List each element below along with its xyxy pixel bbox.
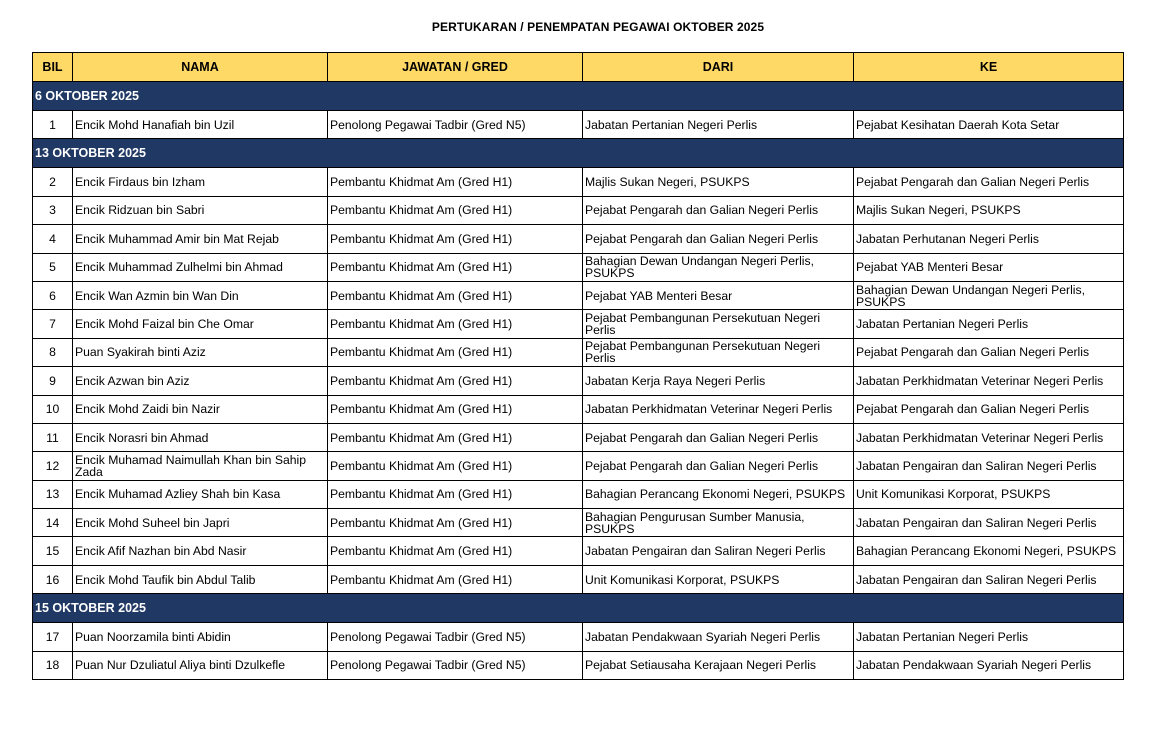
table-row: [33, 509, 1124, 537]
table-row: [33, 452, 1124, 480]
cell-jawatan: Pembantu Khidmat Am (Gred H1): [328, 480, 583, 508]
cell-nama: Encik Muhamad Naimullah Khan bin Sahip Zada: [73, 452, 328, 480]
cell-jawatan: Penolong Pegawai Tadbir (Gred N5): [328, 651, 583, 679]
cell-jawatan: Pembantu Khidmat Am (Gred H1): [328, 565, 583, 593]
cell-ke: Bahagian Perancang Ekonomi Negeri, PSUKPS: [854, 537, 1124, 565]
cell-ke: Bahagian Dewan Undangan Negeri Perlis, PSUKPS: [854, 281, 1124, 309]
cell-ke: Pejabat Pengarah dan Galian Negeri Perlis: [854, 395, 1124, 423]
cell-bil: 9: [33, 367, 73, 395]
cell-bil: 16: [33, 565, 73, 593]
cell-ke: Jabatan Pendakwaan Syariah Negeri Perlis: [854, 651, 1124, 679]
cell-nama: Encik Wan Azmin bin Wan Din: [73, 281, 328, 309]
cell-ke: Jabatan Pengairan dan Saliran Negeri Perlis: [854, 509, 1124, 537]
page-title: PERTUKARAN / PENEMPATAN PEGAWAI OKTOBER 2025: [431, 20, 765, 34]
cell-ke: Jabatan Perkhidmatan Veterinar Negeri Perlis: [854, 367, 1124, 395]
cell-dari: Jabatan Kerja Raya Negeri Perlis: [583, 367, 854, 395]
cell-jawatan: Pembantu Khidmat Am (Gred H1): [328, 168, 583, 196]
cell-ke: Jabatan Perhutanan Negeri Perlis: [854, 225, 1124, 253]
cell-ke: Pejabat Kesihatan Daerah Kota Setar: [854, 111, 1124, 139]
cell-bil: 17: [33, 623, 73, 651]
cell-ke: Pejabat YAB Menteri Besar: [854, 253, 1124, 281]
cell-bil: 10: [33, 395, 73, 423]
table-header-row: [33, 53, 1124, 82]
cell-dari: Unit Komunikasi Korporat, PSUKPS: [583, 565, 854, 593]
cell-bil: 12: [33, 452, 73, 480]
cell-nama: Encik Mohd Faizal bin Che Omar: [73, 310, 328, 338]
section-date-label: 15 OKTOBER 2025: [33, 594, 1124, 623]
table-row: [33, 196, 1124, 224]
cell-ke: Unit Komunikasi Korporat, PSUKPS: [854, 480, 1124, 508]
cell-ke: Jabatan Pengairan dan Saliran Negeri Perlis: [854, 452, 1124, 480]
cell-nama: Encik Azwan bin Aziz: [73, 367, 328, 395]
table-row: [33, 253, 1124, 281]
cell-nama: Encik Mohd Zaidi bin Nazir: [73, 395, 328, 423]
cell-bil: 7: [33, 310, 73, 338]
cell-jawatan: Pembantu Khidmat Am (Gred H1): [328, 225, 583, 253]
table-row: [33, 367, 1124, 395]
cell-dari: Majlis Sukan Negeri, PSUKPS: [583, 168, 854, 196]
cell-nama: Puan Noorzamila binti Abidin: [73, 623, 328, 651]
header-nama: NAMA: [73, 53, 328, 82]
cell-ke: Jabatan Pertanian Negeri Perlis: [854, 623, 1124, 651]
cell-nama: Encik Ridzuan bin Sabri: [73, 196, 328, 224]
cell-nama: Encik Muhamad Azliey Shah bin Kasa: [73, 480, 328, 508]
transfer-table: [32, 52, 1124, 680]
section-row: [33, 139, 1124, 168]
cell-jawatan: Pembantu Khidmat Am (Gred H1): [328, 281, 583, 309]
cell-nama: Encik Mohd Taufik bin Abdul Talib: [73, 565, 328, 593]
cell-jawatan: Pembantu Khidmat Am (Gred H1): [328, 253, 583, 281]
cell-bil: 5: [33, 253, 73, 281]
table-row: [33, 395, 1124, 423]
cell-nama: Encik Muhammad Amir bin Mat Rejab: [73, 225, 328, 253]
cell-jawatan: Pembantu Khidmat Am (Gred H1): [328, 367, 583, 395]
table-body: [33, 82, 1124, 680]
cell-nama: Encik Mohd Suheel bin Japri: [73, 509, 328, 537]
cell-dari: Bahagian Dewan Undangan Negeri Perlis, PSUKPS: [583, 253, 854, 281]
cell-ke: Jabatan Pertanian Negeri Perlis: [854, 310, 1124, 338]
cell-jawatan: Penolong Pegawai Tadbir (Gred N5): [328, 111, 583, 139]
cell-nama: Encik Afif Nazhan bin Abd Nasir: [73, 537, 328, 565]
cell-jawatan: Pembantu Khidmat Am (Gred H1): [328, 338, 583, 366]
table-row: [33, 480, 1124, 508]
table-row: [33, 338, 1124, 366]
cell-dari: Pejabat YAB Menteri Besar: [583, 281, 854, 309]
cell-jawatan: Pembantu Khidmat Am (Gred H1): [328, 452, 583, 480]
cell-bil: 8: [33, 338, 73, 366]
table-row: [33, 111, 1124, 139]
cell-dari: Pejabat Pembangunan Persekutuan Negeri Perlis: [583, 310, 854, 338]
cell-ke: Pejabat Pengarah dan Galian Negeri Perlis: [854, 338, 1124, 366]
cell-dari: Jabatan Pertanian Negeri Perlis: [583, 111, 854, 139]
cell-dari: Pejabat Pengarah dan Galian Negeri Perlis: [583, 452, 854, 480]
cell-jawatan: Pembantu Khidmat Am (Gred H1): [328, 423, 583, 451]
cell-bil: 6: [33, 281, 73, 309]
cell-nama: Encik Norasri bin Ahmad: [73, 423, 328, 451]
cell-nama: Encik Muhammad Zulhelmi bin Ahmad: [73, 253, 328, 281]
section-row: [33, 594, 1124, 623]
header-jawatan: JAWATAN / GRED: [328, 53, 583, 82]
table-row: [33, 225, 1124, 253]
cell-ke: Jabatan Perkhidmatan Veterinar Negeri Perlis: [854, 423, 1124, 451]
cell-dari: Jabatan Perkhidmatan Veterinar Negeri Perlis: [583, 395, 854, 423]
cell-bil: 15: [33, 537, 73, 565]
cell-ke: Pejabat Pengarah dan Galian Negeri Perlis: [854, 168, 1124, 196]
cell-nama: Puan Nur Dzuliatul Aliya binti Dzulkefle: [73, 651, 328, 679]
cell-jawatan: Pembantu Khidmat Am (Gred H1): [328, 395, 583, 423]
cell-dari: Jabatan Pengairan dan Saliran Negeri Perlis: [583, 537, 854, 565]
table-row: [33, 310, 1124, 338]
cell-bil: 13: [33, 480, 73, 508]
cell-dari: Pejabat Pembangunan Persekutuan Negeri Perlis: [583, 338, 854, 366]
cell-dari: Pejabat Pengarah dan Galian Negeri Perlis: [583, 196, 854, 224]
cell-dari: Jabatan Pendakwaan Syariah Negeri Perlis: [583, 623, 854, 651]
cell-dari: Pejabat Pengarah dan Galian Negeri Perlis: [583, 423, 854, 451]
table-row: [33, 651, 1124, 679]
section-row: [33, 82, 1124, 111]
cell-bil: 11: [33, 423, 73, 451]
table-row: [33, 623, 1124, 651]
cell-nama: Puan Syakirah binti Aziz: [73, 338, 328, 366]
cell-bil: 2: [33, 168, 73, 196]
cell-bil: 14: [33, 509, 73, 537]
cell-jawatan: Penolong Pegawai Tadbir (Gred N5): [328, 623, 583, 651]
cell-jawatan: Pembantu Khidmat Am (Gred H1): [328, 537, 583, 565]
table-row: [33, 565, 1124, 593]
cell-bil: 18: [33, 651, 73, 679]
cell-nama: Encik Firdaus bin Izham: [73, 168, 328, 196]
header-bil: BIL: [33, 53, 73, 82]
section-date-label: 13 OKTOBER 2025: [33, 139, 1124, 168]
cell-dari: Bahagian Pengurusan Sumber Manusia, PSUKPS: [583, 509, 854, 537]
header-ke: KE: [854, 53, 1124, 82]
header-dari: DARI: [583, 53, 854, 82]
cell-jawatan: Pembantu Khidmat Am (Gred H1): [328, 196, 583, 224]
cell-dari: Pejabat Setiausaha Kerajaan Negeri Perlis: [583, 651, 854, 679]
cell-dari: Bahagian Perancang Ekonomi Negeri, PSUKPS: [583, 480, 854, 508]
cell-bil: 4: [33, 225, 73, 253]
section-date-label: 6 OKTOBER 2025: [33, 82, 1124, 111]
cell-nama: Encik Mohd Hanafiah bin Uzil: [73, 111, 328, 139]
cell-ke: Jabatan Pengairan dan Saliran Negeri Perlis: [854, 565, 1124, 593]
table-row: [33, 281, 1124, 309]
table-row: [33, 168, 1124, 196]
cell-jawatan: Pembantu Khidmat Am (Gred H1): [328, 310, 583, 338]
cell-ke: Majlis Sukan Negeri, PSUKPS: [854, 196, 1124, 224]
table-row: [33, 537, 1124, 565]
table-row: [33, 423, 1124, 451]
cell-jawatan: Pembantu Khidmat Am (Gred H1): [328, 509, 583, 537]
cell-bil: 1: [33, 111, 73, 139]
cell-bil: 3: [33, 196, 73, 224]
cell-dari: Pejabat Pengarah dan Galian Negeri Perlis: [583, 225, 854, 253]
